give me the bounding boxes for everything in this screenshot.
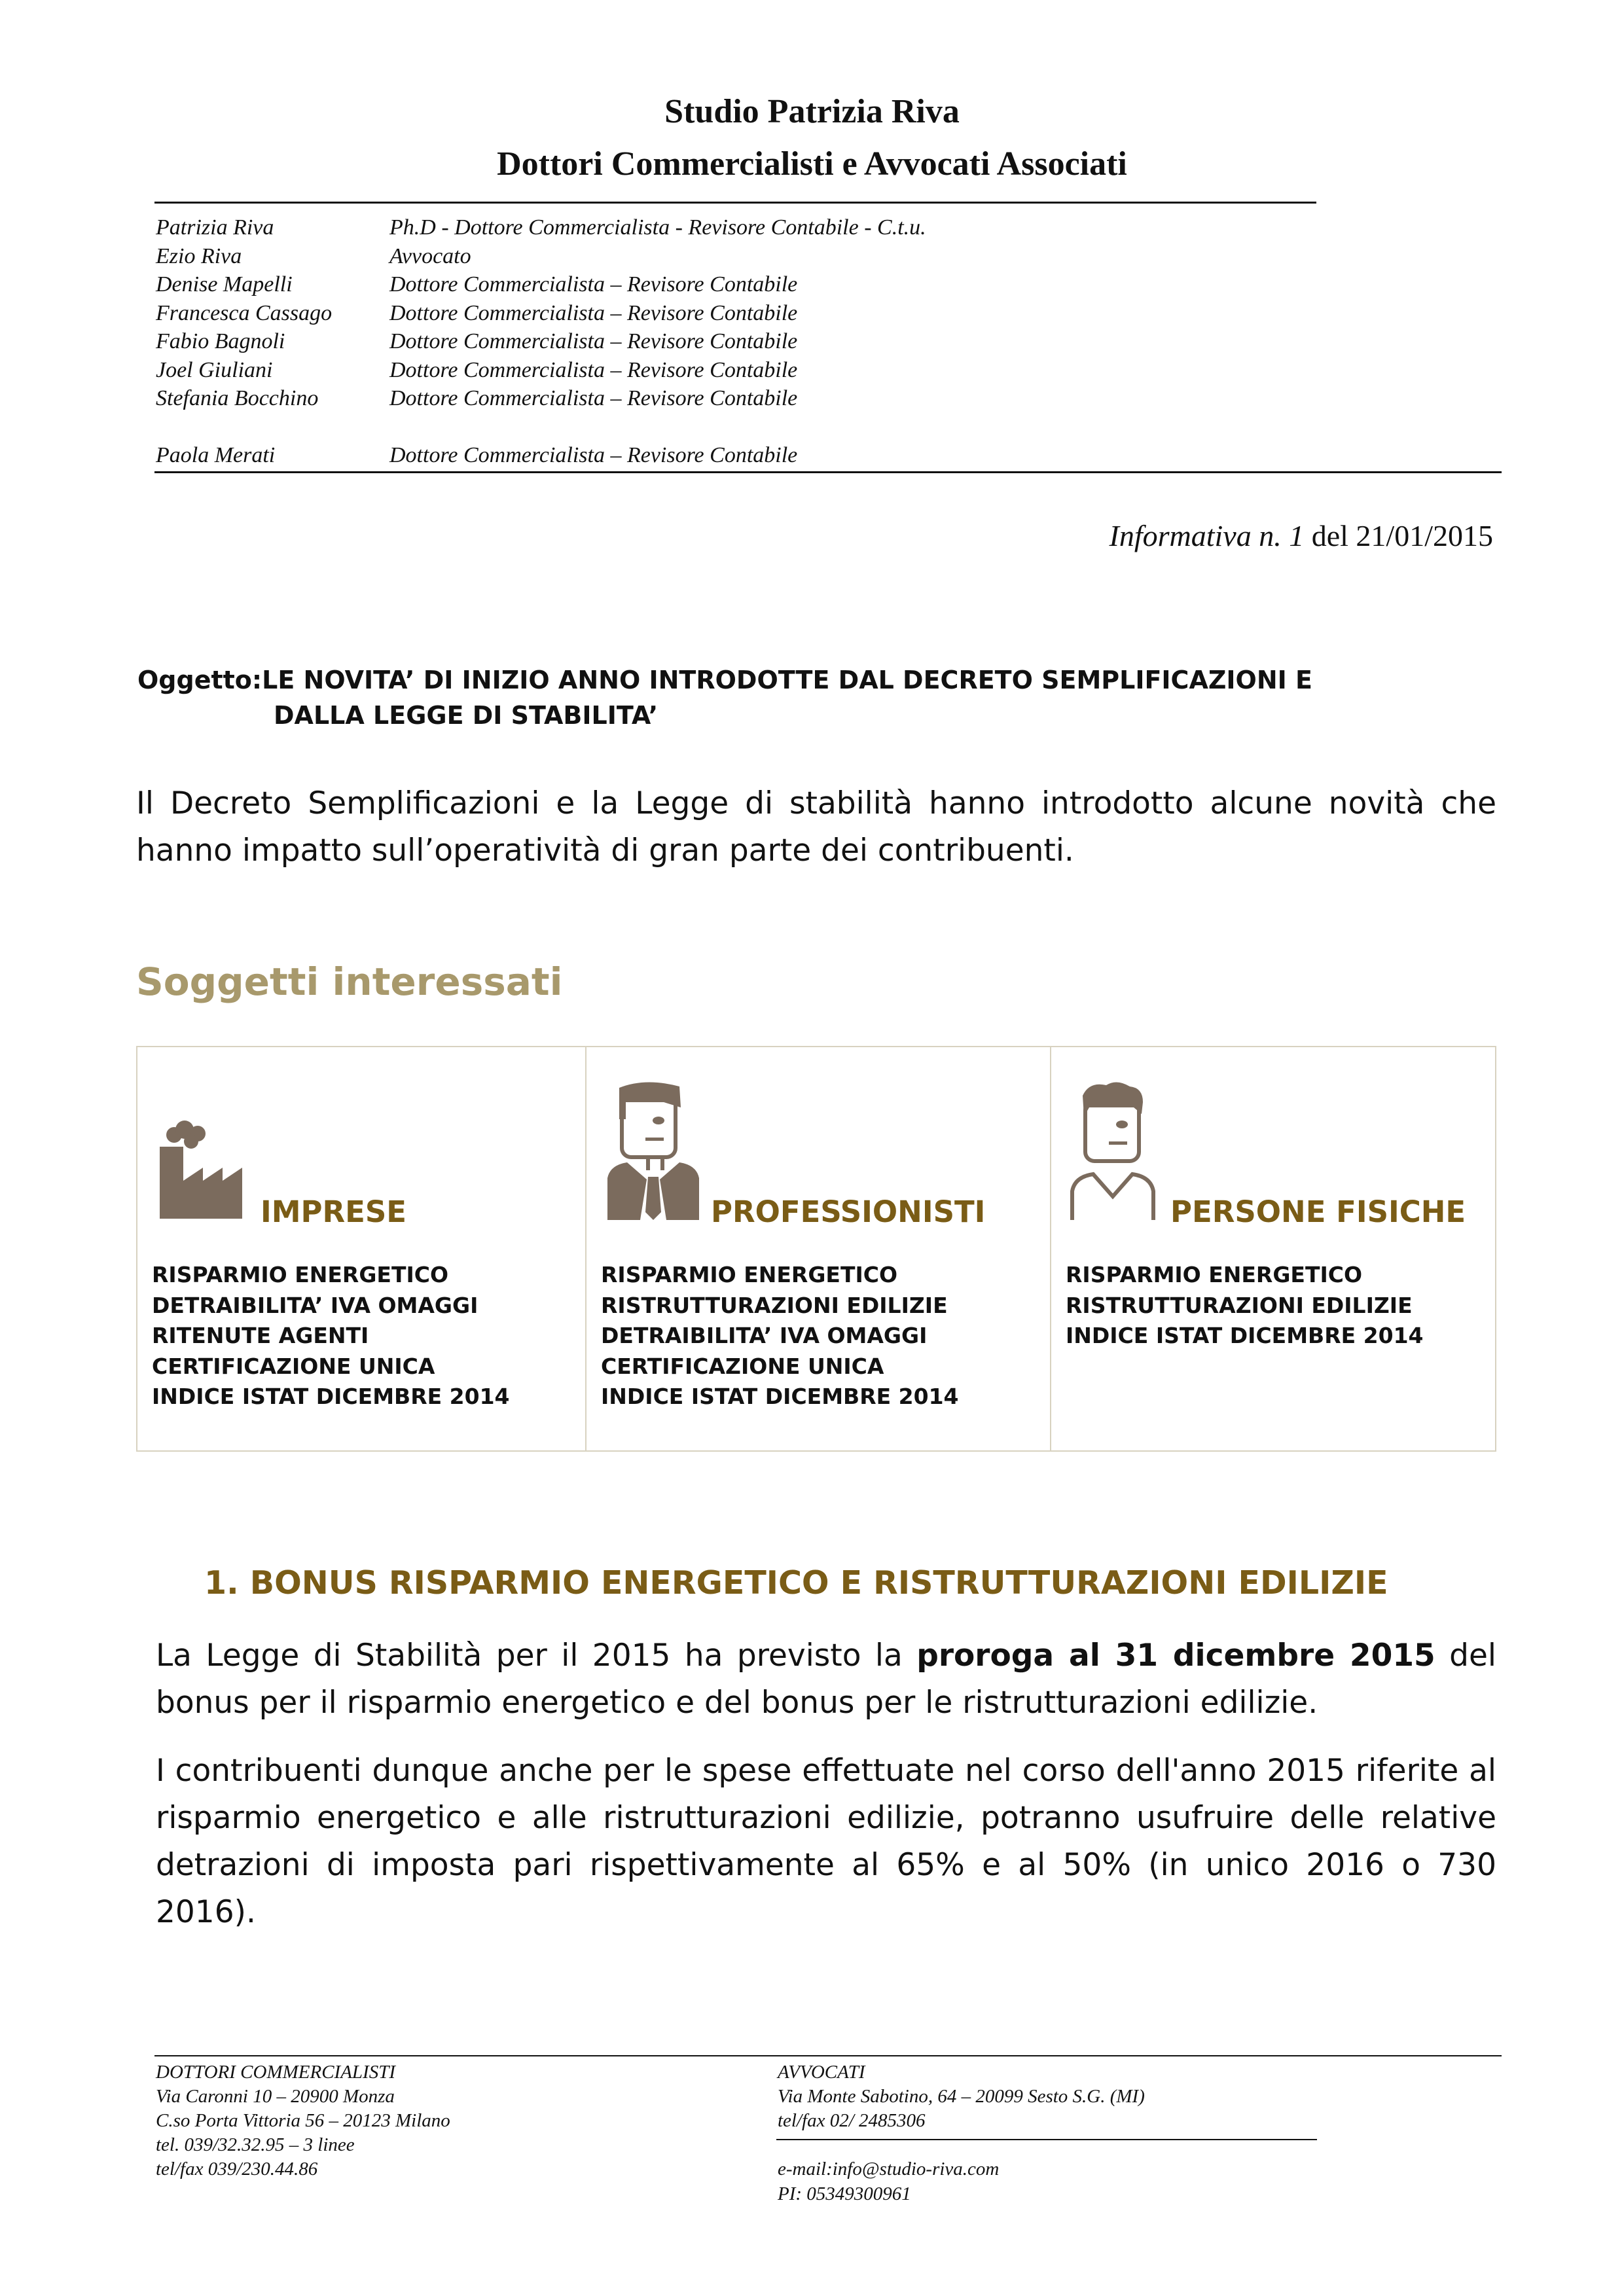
soggetti-heading: Soggetti interessati bbox=[136, 960, 563, 1004]
list-item: RISTRUTTURAZIONI EDILIZIE bbox=[601, 1292, 948, 1318]
footer-vat: PI: 05349300961 bbox=[778, 2183, 911, 2204]
firm-name: Studio Patrizia Riva bbox=[664, 93, 960, 130]
column-title: PERSONE FISICHE bbox=[1170, 1194, 1466, 1229]
paragraph-emphasis: proroga al 31 dicembre 2015 bbox=[916, 1638, 1435, 1674]
list-item: RISPARMIO ENERGETICO bbox=[152, 1262, 449, 1287]
list-item: INDICE ISTAT DICEMBRE 2014 bbox=[601, 1384, 959, 1409]
column-imprese bbox=[137, 1047, 585, 1450]
column-title: IMPRESE bbox=[261, 1194, 407, 1229]
list-item: CERTIFICAZIONE UNICA bbox=[601, 1353, 884, 1379]
footer-line: AVVOCATI bbox=[778, 2062, 865, 2083]
subject-label: Oggetto: bbox=[137, 666, 262, 694]
staff-role: Dottore Commercialista – Revisore Contabile bbox=[389, 386, 798, 410]
paragraph-text: La Legge di Stabilità per il 2015 ha previsto la bbox=[156, 1638, 917, 1674]
staff-role: Avvocato bbox=[389, 243, 471, 268]
staff-rule bbox=[154, 471, 1502, 473]
staff-name: Denise Mapelli bbox=[156, 272, 293, 296]
intro-paragraph: Il Decreto Semplificazioni e la Legge di stabilità hanno introdotto alcune novità che hanno impatto sull’operatività di gran parte dei contribuenti. bbox=[136, 785, 1496, 869]
footer-line: C.so Porta Vittoria 56 – 20123 Milano bbox=[156, 2110, 450, 2131]
header-rule bbox=[154, 202, 1316, 204]
firm-subtitle: Dottori Commercialisti e Avvocati Associati bbox=[497, 145, 1127, 183]
staff-role: Ph.D - Dottore Commercialista - Revisore Contabile - C.t.u. bbox=[389, 215, 926, 240]
staff-name: Stefania Bocchino bbox=[156, 386, 319, 410]
subject-line2: DALLA LEGGE DI STABILITA’ bbox=[274, 701, 659, 730]
soggetti-table bbox=[136, 1046, 1496, 1452]
footer-email: e-mail:info@studio-riva.com bbox=[778, 2159, 1000, 2179]
column-items bbox=[1066, 1260, 1424, 1352]
informativa-label: Informativa n. 1 bbox=[1109, 519, 1305, 552]
footer-left bbox=[156, 2060, 450, 2181]
staff-role: Dottore Commercialista – Revisore Contabile bbox=[389, 300, 798, 325]
factory-icon bbox=[160, 1121, 251, 1219]
section1-paragraph2: I contribuenti dunque anche per le spese effettuate nel corso dell'anno 2015 riferite al risparmio energetico e alle ristrutturazioni edilizie, potranno usufruire delle relative detrazioni di imposta pari rispettivamente al 65% e al 50% (in unico 2016 o 730 2016). bbox=[156, 1753, 1496, 1930]
staff-name: Ezio Riva bbox=[156, 243, 242, 268]
footer-line: DOTTORI COMMERCIALISTI bbox=[156, 2062, 395, 2083]
subject-line1: LE NOVITA’ DI INIZIO ANNO INTRODOTTE DAL DECRETO SEMPLIFICAZIONI E bbox=[262, 666, 1312, 694]
person-icon bbox=[1070, 1081, 1161, 1220]
staff-name: Francesca Cassago bbox=[156, 300, 333, 325]
list-item: DETRAIBILITA’ IVA OMAGGI bbox=[601, 1323, 928, 1348]
footer-line: tel/fax 039/230.44.86 bbox=[156, 2159, 318, 2179]
column-professionisti bbox=[585, 1047, 1050, 1450]
footer-line: tel/fax 02/ 2485306 bbox=[778, 2110, 926, 2131]
informativa-reference bbox=[1110, 518, 1493, 553]
footer-line: Via Caronni 10 – 20900 Monza bbox=[156, 2086, 395, 2107]
staff-name: Paola Merati bbox=[156, 443, 276, 467]
staff-role: Dottore Commercialista – Revisore Contabile bbox=[389, 272, 798, 296]
staff-name: Joel Giuliani bbox=[156, 357, 273, 382]
informativa-date: del 21/01/2015 bbox=[1304, 519, 1493, 552]
footer-rule bbox=[154, 2055, 1502, 2056]
column-items bbox=[152, 1260, 510, 1412]
list-item: INDICE ISTAT DICEMBRE 2014 bbox=[1066, 1323, 1424, 1348]
staff-role: Dottore Commercialista – Revisore Contabile bbox=[389, 329, 798, 353]
column-persone-fisiche bbox=[1050, 1047, 1498, 1450]
section1-paragraph1 bbox=[156, 1632, 1496, 1727]
staff-name: Patrizia Riva bbox=[156, 215, 274, 240]
footer-right bbox=[778, 2060, 1145, 2133]
list-item: CERTIFICAZIONE UNICA bbox=[152, 1353, 435, 1379]
section1-title: 1. BONUS RISPARMIO ENERGETICO E RISTRUTTURAZIONI EDILIZIE bbox=[204, 1564, 1388, 1602]
list-item: RISPARMIO ENERGETICO bbox=[601, 1262, 898, 1287]
footer-line: tel. 039/32.32.95 – 3 linee bbox=[156, 2134, 355, 2155]
paragraph-text: del bonus per il risparmio energetico e del bonus per le ristrutturazioni edilizie. bbox=[156, 1638, 1496, 1721]
staff-role: Dottore Commercialista – Revisore Contabile bbox=[389, 357, 798, 382]
footer-right-rule bbox=[776, 2139, 1317, 2140]
list-item: RITENUTE AGENTI bbox=[152, 1323, 369, 1348]
list-item: RISTRUTTURAZIONI EDILIZIE bbox=[1066, 1292, 1413, 1318]
column-title: PROFESSIONISTI bbox=[711, 1194, 986, 1229]
footer-line: Via Monte Sabotino, 64 – 20099 Sesto S.G. (MI) bbox=[778, 2086, 1145, 2107]
list-item: INDICE ISTAT DICEMBRE 2014 bbox=[152, 1384, 510, 1409]
list-item: DETRAIBILITA’ IVA OMAGGI bbox=[152, 1292, 478, 1318]
list-item: RISPARMIO ENERGETICO bbox=[1066, 1262, 1363, 1287]
staff-name: Fabio Bagnoli bbox=[156, 329, 285, 353]
businessman-icon bbox=[607, 1081, 699, 1220]
subject bbox=[137, 662, 1312, 733]
column-items bbox=[601, 1260, 959, 1412]
staff-role: Dottore Commercialista – Revisore Contabile bbox=[389, 443, 798, 467]
